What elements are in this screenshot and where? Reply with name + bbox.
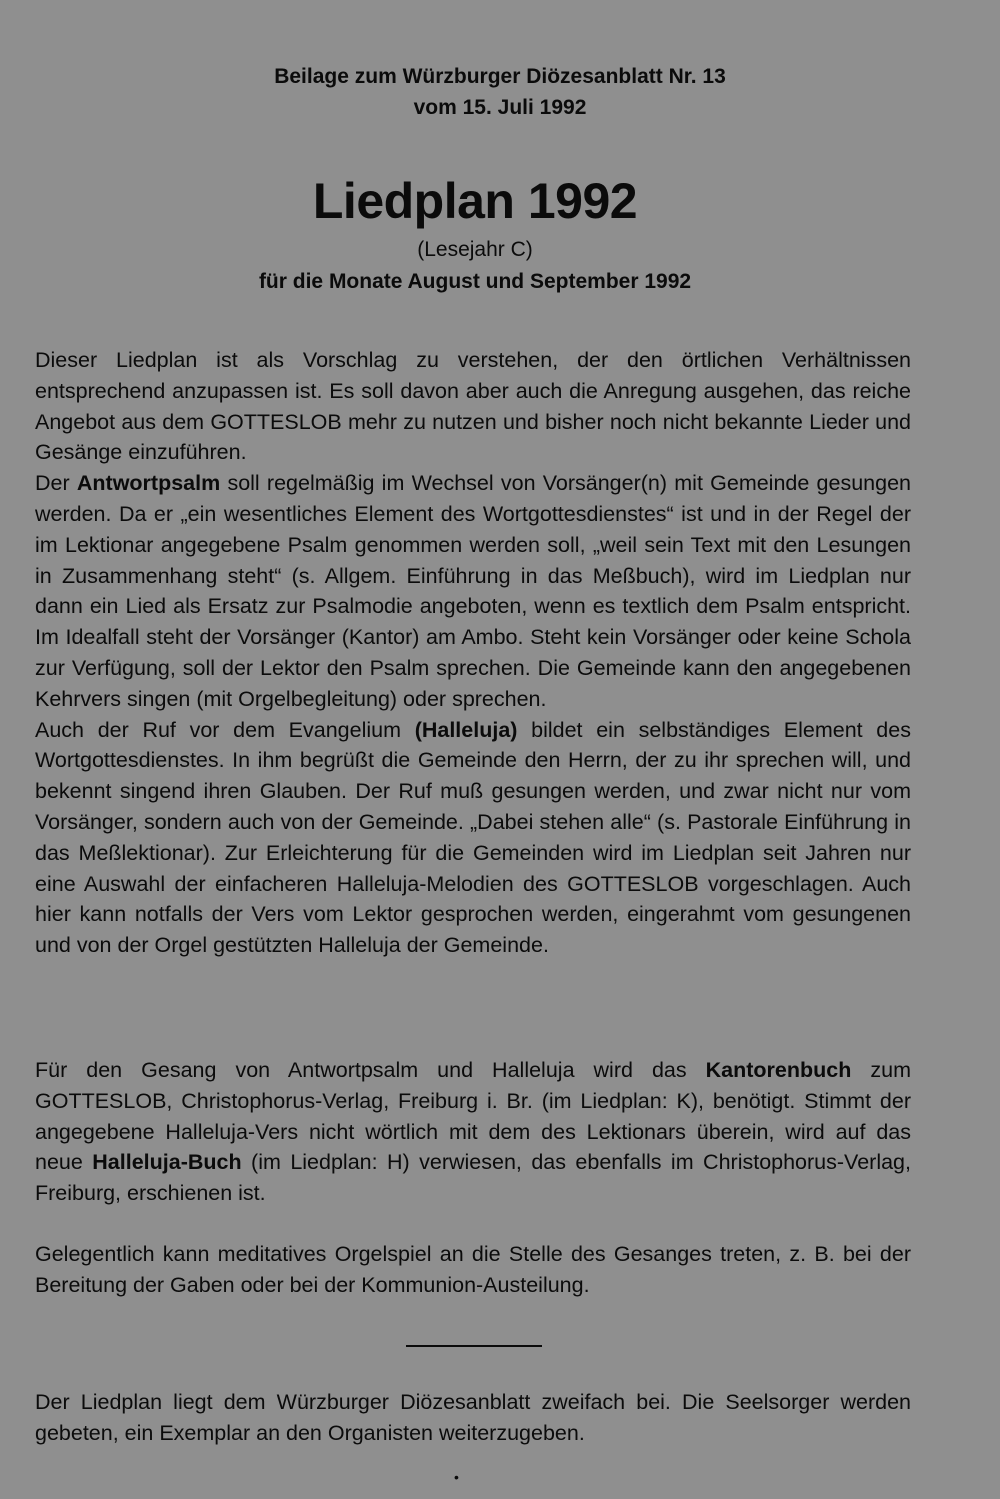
halleluja-paragraph (35, 715, 911, 961)
kantorenbuch-mid: zum GOTTESLOB, Christophorus-Verlag, Freiburg i. Br. (im Liedplan: K), benötigt. Stimmt der angegebene Halleluja-Vers nicht wörtlich mit dem des Lektionars überein, wird auf das neue (35, 1058, 911, 1175)
header-date-line: vom 15. Juli 1992 (413, 96, 587, 119)
kantorenbuch-term: Kantorenbuch (705, 1058, 852, 1082)
halleluja-pre: Auch der Ruf vor dem Evangelium (35, 717, 415, 742)
footer-paragraph: Der Liedplan liegt dem Würzburger Diözesanblatt zweifach bei. Die Seelsorger werden gebeten, ein Exemplar an den Organisten weiterzugeben. (35, 1390, 911, 1445)
antwortpsalm-paragraph (35, 468, 911, 714)
kantorenbuch-pre: Für den Gesang von Antwortpsalm und Halleluja wird das (35, 1058, 706, 1082)
halleluja-post: bildet ein selbständiges Element des Wortgottesdienstes. In ihm begrüßt die Gemeinde den Herrn, der zu ihr sprechen will, und bekennt singend ihren Glauben. Der Ruf muß gesungen werden, und zwar nicht nur vom Vorsänger, sondern auch von der Gemeinde. „Dabei stehen alle“ (s. Pastorale Einführung in das Meßlektionar). Zur Erleichterung für die Gemeinden wird im Liedplan seit Jahren nur eine Auswahl der einfacheren Halleluja-Melodien des GOTTESLOB vorgeschlagen. Auch hier kann notfalls der Vers vom Lektor gesprochen werden, eingerahmt vom gesungenen und von der Orgel gestützten Halleluja der Gemeinde. (35, 717, 911, 958)
halleluja-buch-term: Halleluja-Buch (92, 1150, 242, 1175)
antwortpsalm-pre: Der (35, 471, 77, 496)
halleluja-term: (Halleluja) (414, 717, 518, 742)
document-title: Liedplan 1992 (312, 173, 638, 229)
antwortpsalm-post: soll regelmäßig im Wechsel von Vorsänger(n) mit Gemeinde gesungen werden. Da er „ein wesentliches Element des Wortgottesdienstes“ ist und in der Regel der im Lektionar angegebene Psalm genommen werden soll, „weil sein Text mit den Lesungen in Zusammenhang steht“ (s. Allgem. Einführung in das Meßbuch), wird im Liedplan nur dann ein Lied als Ersatz zur Psalmodie angeboten, wenn es textlich dem Psalm entspricht. Im Idealfall steht der Vorsänger (Kantor) am Ambo. Steht kein Vorsänger oder keine Schola zur Verfügung, soll der Lektor den Psalm sprechen. Die Gemeinde kann den angegebenen Kehrvers singen (mit Orgelbegleitung) oder sprechen. (35, 471, 912, 711)
header-supplement-line: Beilage zum Würzburger Diözesanblatt Nr. 13 (274, 65, 726, 88)
main-text-block (35, 345, 911, 961)
document-subtitle: (Lesejahr C) (417, 238, 533, 261)
page-mark: • (454, 1469, 459, 1485)
document-period: für die Monate August und September 1992 (258, 270, 692, 293)
orgel-paragraph: Gelegentlich kann meditatives Orgelspiel an die Stelle des Gesanges treten, z. B. bei der Bereitung der Gaben oder bei der Kommunion-Austeilung. (35, 1242, 911, 1297)
antwortpsalm-term: Antwortpsalm (76, 471, 221, 496)
intro-paragraph: Dieser Liedplan ist als Vorschlag zu verstehen, der den örtlichen Verhältnissen entsprechend anzupassen ist. Es soll davon aber auch die Anregung ausgehen, das reiche Angebot aus dem GOTTESLOB mehr zu nutzen und bisher noch nicht bekannte Lieder und Gesänge einzuführen. (35, 348, 911, 465)
kantorenbuch-paragraph (35, 1055, 911, 1209)
section-divider (406, 1345, 542, 1347)
kantorenbuch-post: (im Liedplan: H) verwiesen, das ebenfalls im Christophorus-Verlag, Freiburg, erschienen ist. (35, 1150, 911, 1206)
